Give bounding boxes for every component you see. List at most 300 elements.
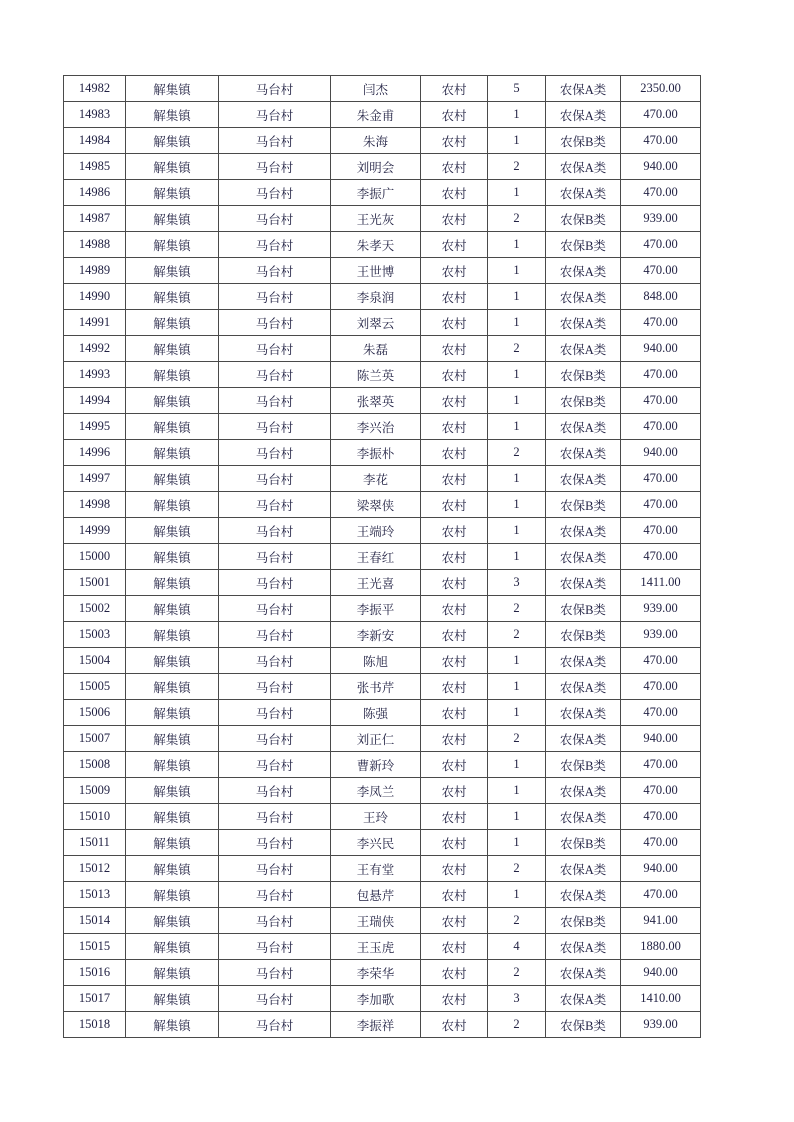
cell-type: 农村 xyxy=(421,700,488,726)
cell-town: 解集镇 xyxy=(126,648,219,674)
cell-name: 王端玲 xyxy=(331,518,421,544)
cell-name: 包悬芹 xyxy=(331,882,421,908)
cell-name: 陈旭 xyxy=(331,648,421,674)
cell-name: 李兴治 xyxy=(331,414,421,440)
cell-town: 解集镇 xyxy=(126,804,219,830)
cell-village: 马台村 xyxy=(219,1012,331,1038)
cell-amount: 470.00 xyxy=(621,180,701,206)
cell-town: 解集镇 xyxy=(126,986,219,1012)
cell-name: 刘正仁 xyxy=(331,726,421,752)
cell-type: 农村 xyxy=(421,310,488,336)
table-row xyxy=(64,778,701,804)
cell-amount: 940.00 xyxy=(621,440,701,466)
cell-type: 农村 xyxy=(421,128,488,154)
cell-category: 农保B类 xyxy=(546,206,621,232)
cell-type: 农村 xyxy=(421,752,488,778)
cell-name: 王光灰 xyxy=(331,206,421,232)
cell-id: 14984 xyxy=(64,128,126,154)
cell-count: 2 xyxy=(488,336,546,362)
cell-town: 解集镇 xyxy=(126,180,219,206)
cell-id: 14982 xyxy=(64,76,126,102)
cell-id: 14993 xyxy=(64,362,126,388)
table-row xyxy=(64,128,701,154)
cell-name: 李振广 xyxy=(331,180,421,206)
cell-village: 马台村 xyxy=(219,518,331,544)
cell-category: 农保A类 xyxy=(546,180,621,206)
cell-amount: 470.00 xyxy=(621,648,701,674)
cell-town: 解集镇 xyxy=(126,778,219,804)
cell-name: 陈兰英 xyxy=(331,362,421,388)
cell-id: 15004 xyxy=(64,648,126,674)
cell-category: 农保A类 xyxy=(546,544,621,570)
cell-village: 马台村 xyxy=(219,440,331,466)
cell-id: 15003 xyxy=(64,622,126,648)
table-row xyxy=(64,362,701,388)
cell-id: 15002 xyxy=(64,596,126,622)
cell-id: 15005 xyxy=(64,674,126,700)
cell-id: 14990 xyxy=(64,284,126,310)
cell-type: 农村 xyxy=(421,622,488,648)
cell-count: 2 xyxy=(488,596,546,622)
cell-town: 解集镇 xyxy=(126,310,219,336)
cell-category: 农保A类 xyxy=(546,258,621,284)
cell-id: 15001 xyxy=(64,570,126,596)
cell-name: 王玉虎 xyxy=(331,934,421,960)
cell-count: 3 xyxy=(488,986,546,1012)
cell-name: 梁翠侠 xyxy=(331,492,421,518)
cell-name: 王有堂 xyxy=(331,856,421,882)
cell-count: 1 xyxy=(488,258,546,284)
cell-id: 14998 xyxy=(64,492,126,518)
cell-amount: 470.00 xyxy=(621,518,701,544)
cell-village: 马台村 xyxy=(219,336,331,362)
cell-amount: 470.00 xyxy=(621,258,701,284)
cell-amount: 470.00 xyxy=(621,492,701,518)
cell-category: 农保A类 xyxy=(546,336,621,362)
cell-type: 农村 xyxy=(421,934,488,960)
cell-category: 农保A类 xyxy=(546,648,621,674)
table-row xyxy=(64,518,701,544)
cell-village: 马台村 xyxy=(219,778,331,804)
cell-town: 解集镇 xyxy=(126,154,219,180)
cell-town: 解集镇 xyxy=(126,492,219,518)
cell-count: 1 xyxy=(488,284,546,310)
cell-village: 马台村 xyxy=(219,284,331,310)
cell-town: 解集镇 xyxy=(126,388,219,414)
cell-id: 15012 xyxy=(64,856,126,882)
cell-town: 解集镇 xyxy=(126,622,219,648)
cell-count: 1 xyxy=(488,180,546,206)
cell-id: 14999 xyxy=(64,518,126,544)
cell-type: 农村 xyxy=(421,856,488,882)
cell-village: 马台村 xyxy=(219,882,331,908)
cell-town: 解集镇 xyxy=(126,856,219,882)
cell-village: 马台村 xyxy=(219,700,331,726)
cell-name: 陈强 xyxy=(331,700,421,726)
cell-town: 解集镇 xyxy=(126,466,219,492)
cell-count: 1 xyxy=(488,778,546,804)
cell-village: 马台村 xyxy=(219,544,331,570)
cell-village: 马台村 xyxy=(219,492,331,518)
cell-town: 解集镇 xyxy=(126,882,219,908)
cell-id: 15015 xyxy=(64,934,126,960)
cell-category: 农保A类 xyxy=(546,414,621,440)
cell-name: 王光喜 xyxy=(331,570,421,596)
cell-name: 朱海 xyxy=(331,128,421,154)
cell-category: 农保B类 xyxy=(546,830,621,856)
cell-type: 农村 xyxy=(421,76,488,102)
cell-type: 农村 xyxy=(421,466,488,492)
cell-town: 解集镇 xyxy=(126,570,219,596)
cell-type: 农村 xyxy=(421,102,488,128)
cell-id: 14992 xyxy=(64,336,126,362)
cell-name: 王瑞侠 xyxy=(331,908,421,934)
cell-town: 解集镇 xyxy=(126,232,219,258)
cell-town: 解集镇 xyxy=(126,700,219,726)
cell-count: 1 xyxy=(488,128,546,154)
cell-count: 2 xyxy=(488,856,546,882)
cell-id: 14997 xyxy=(64,466,126,492)
cell-amount: 470.00 xyxy=(621,544,701,570)
cell-type: 农村 xyxy=(421,492,488,518)
table-row xyxy=(64,102,701,128)
cell-amount: 470.00 xyxy=(621,362,701,388)
table-row xyxy=(64,752,701,778)
cell-id: 15007 xyxy=(64,726,126,752)
cell-id: 14996 xyxy=(64,440,126,466)
table-row xyxy=(64,882,701,908)
cell-count: 1 xyxy=(488,882,546,908)
cell-village: 马台村 xyxy=(219,622,331,648)
cell-amount: 470.00 xyxy=(621,102,701,128)
table-row xyxy=(64,1012,701,1038)
cell-count: 1 xyxy=(488,102,546,128)
cell-category: 农保A类 xyxy=(546,76,621,102)
cell-name: 刘明会 xyxy=(331,154,421,180)
cell-category: 农保A类 xyxy=(546,154,621,180)
cell-town: 解集镇 xyxy=(126,102,219,128)
cell-count: 2 xyxy=(488,206,546,232)
cell-category: 农保A类 xyxy=(546,674,621,700)
cell-amount: 470.00 xyxy=(621,830,701,856)
cell-amount: 940.00 xyxy=(621,960,701,986)
cell-town: 解集镇 xyxy=(126,76,219,102)
cell-id: 14994 xyxy=(64,388,126,414)
table-row xyxy=(64,986,701,1012)
cell-town: 解集镇 xyxy=(126,960,219,986)
cell-id: 15013 xyxy=(64,882,126,908)
cell-type: 农村 xyxy=(421,778,488,804)
cell-type: 农村 xyxy=(421,596,488,622)
cell-id: 15000 xyxy=(64,544,126,570)
cell-town: 解集镇 xyxy=(126,440,219,466)
cell-village: 马台村 xyxy=(219,258,331,284)
cell-category: 农保B类 xyxy=(546,492,621,518)
cell-village: 马台村 xyxy=(219,960,331,986)
cell-name: 李振朴 xyxy=(331,440,421,466)
cell-amount: 470.00 xyxy=(621,388,701,414)
cell-amount: 470.00 xyxy=(621,700,701,726)
cell-category: 农保A类 xyxy=(546,102,621,128)
cell-name: 李凤兰 xyxy=(331,778,421,804)
cell-id: 15014 xyxy=(64,908,126,934)
cell-village: 马台村 xyxy=(219,76,331,102)
cell-count: 2 xyxy=(488,154,546,180)
table-row xyxy=(64,544,701,570)
cell-amount: 1411.00 xyxy=(621,570,701,596)
cell-type: 农村 xyxy=(421,284,488,310)
cell-town: 解集镇 xyxy=(126,414,219,440)
cell-category: 农保B类 xyxy=(546,128,621,154)
cell-village: 马台村 xyxy=(219,232,331,258)
cell-town: 解集镇 xyxy=(126,726,219,752)
cell-id: 15010 xyxy=(64,804,126,830)
cell-count: 2 xyxy=(488,622,546,648)
table-row xyxy=(64,206,701,232)
cell-category: 农保B类 xyxy=(546,388,621,414)
cell-category: 农保B类 xyxy=(546,1012,621,1038)
table-row xyxy=(64,492,701,518)
cell-type: 农村 xyxy=(421,830,488,856)
cell-category: 农保B类 xyxy=(546,752,621,778)
cell-village: 马台村 xyxy=(219,752,331,778)
cell-category: 农保A类 xyxy=(546,700,621,726)
cell-id: 15009 xyxy=(64,778,126,804)
table-row xyxy=(64,648,701,674)
cell-type: 农村 xyxy=(421,440,488,466)
cell-amount: 848.00 xyxy=(621,284,701,310)
cell-type: 农村 xyxy=(421,570,488,596)
table-row xyxy=(64,934,701,960)
table-row xyxy=(64,310,701,336)
cell-count: 4 xyxy=(488,934,546,960)
cell-category: 农保B类 xyxy=(546,232,621,258)
cell-village: 马台村 xyxy=(219,830,331,856)
cell-name: 王春红 xyxy=(331,544,421,570)
cell-type: 农村 xyxy=(421,206,488,232)
cell-count: 1 xyxy=(488,700,546,726)
cell-id: 15017 xyxy=(64,986,126,1012)
cell-id: 15006 xyxy=(64,700,126,726)
cell-amount: 1410.00 xyxy=(621,986,701,1012)
cell-count: 1 xyxy=(488,232,546,258)
cell-amount: 2350.00 xyxy=(621,76,701,102)
cell-village: 马台村 xyxy=(219,934,331,960)
cell-town: 解集镇 xyxy=(126,258,219,284)
cell-amount: 470.00 xyxy=(621,752,701,778)
cell-category: 农保A类 xyxy=(546,518,621,544)
table-row xyxy=(64,856,701,882)
cell-type: 农村 xyxy=(421,804,488,830)
cell-town: 解集镇 xyxy=(126,908,219,934)
cell-category: 农保A类 xyxy=(546,726,621,752)
cell-town: 解集镇 xyxy=(126,752,219,778)
cell-town: 解集镇 xyxy=(126,1012,219,1038)
table-row xyxy=(64,154,701,180)
cell-name: 张翠英 xyxy=(331,388,421,414)
cell-category: 农保A类 xyxy=(546,882,621,908)
cell-village: 马台村 xyxy=(219,648,331,674)
cell-category: 农保A类 xyxy=(546,570,621,596)
cell-type: 农村 xyxy=(421,336,488,362)
cell-amount: 470.00 xyxy=(621,804,701,830)
cell-type: 农村 xyxy=(421,648,488,674)
cell-amount: 470.00 xyxy=(621,466,701,492)
table-row xyxy=(64,76,701,102)
cell-village: 马台村 xyxy=(219,570,331,596)
cell-village: 马台村 xyxy=(219,908,331,934)
cell-id: 14989 xyxy=(64,258,126,284)
cell-type: 农村 xyxy=(421,726,488,752)
table-row xyxy=(64,830,701,856)
cell-count: 1 xyxy=(488,414,546,440)
cell-village: 马台村 xyxy=(219,180,331,206)
cell-id: 14995 xyxy=(64,414,126,440)
cell-id: 14986 xyxy=(64,180,126,206)
cell-village: 马台村 xyxy=(219,128,331,154)
cell-count: 1 xyxy=(488,492,546,518)
cell-count: 1 xyxy=(488,648,546,674)
cell-count: 2 xyxy=(488,908,546,934)
cell-count: 1 xyxy=(488,830,546,856)
cell-category: 农保A类 xyxy=(546,466,621,492)
records-table xyxy=(63,75,701,1038)
cell-amount: 940.00 xyxy=(621,856,701,882)
cell-name: 张书芹 xyxy=(331,674,421,700)
cell-town: 解集镇 xyxy=(126,830,219,856)
cell-village: 马台村 xyxy=(219,466,331,492)
cell-type: 农村 xyxy=(421,986,488,1012)
table-row xyxy=(64,258,701,284)
cell-id: 15016 xyxy=(64,960,126,986)
cell-village: 马台村 xyxy=(219,154,331,180)
cell-amount: 939.00 xyxy=(621,1012,701,1038)
cell-count: 1 xyxy=(488,362,546,388)
cell-amount: 939.00 xyxy=(621,596,701,622)
cell-town: 解集镇 xyxy=(126,674,219,700)
cell-village: 马台村 xyxy=(219,986,331,1012)
cell-village: 马台村 xyxy=(219,726,331,752)
cell-village: 马台村 xyxy=(219,206,331,232)
cell-type: 农村 xyxy=(421,232,488,258)
cell-category: 农保A类 xyxy=(546,310,621,336)
cell-category: 农保A类 xyxy=(546,440,621,466)
cell-id: 14987 xyxy=(64,206,126,232)
cell-name: 李花 xyxy=(331,466,421,492)
table-row xyxy=(64,232,701,258)
records-table-body xyxy=(64,76,701,1038)
cell-name: 闫杰 xyxy=(331,76,421,102)
cell-id: 15008 xyxy=(64,752,126,778)
cell-town: 解集镇 xyxy=(126,518,219,544)
cell-town: 解集镇 xyxy=(126,362,219,388)
cell-town: 解集镇 xyxy=(126,284,219,310)
table-row xyxy=(64,466,701,492)
cell-amount: 941.00 xyxy=(621,908,701,934)
cell-name: 李加歌 xyxy=(331,986,421,1012)
cell-id: 14988 xyxy=(64,232,126,258)
cell-count: 1 xyxy=(488,388,546,414)
cell-name: 刘翠云 xyxy=(331,310,421,336)
cell-village: 马台村 xyxy=(219,310,331,336)
cell-count: 2 xyxy=(488,1012,546,1038)
cell-count: 2 xyxy=(488,440,546,466)
table-row xyxy=(64,388,701,414)
cell-amount: 470.00 xyxy=(621,310,701,336)
cell-amount: 470.00 xyxy=(621,778,701,804)
table-row xyxy=(64,700,701,726)
cell-count: 1 xyxy=(488,804,546,830)
cell-name: 李新安 xyxy=(331,622,421,648)
cell-town: 解集镇 xyxy=(126,934,219,960)
cell-count: 1 xyxy=(488,544,546,570)
cell-count: 1 xyxy=(488,674,546,700)
cell-name: 朱磊 xyxy=(331,336,421,362)
cell-category: 农保A类 xyxy=(546,284,621,310)
cell-amount: 939.00 xyxy=(621,622,701,648)
cell-amount: 470.00 xyxy=(621,232,701,258)
cell-amount: 940.00 xyxy=(621,726,701,752)
cell-village: 马台村 xyxy=(219,102,331,128)
cell-name: 李兴民 xyxy=(331,830,421,856)
cell-amount: 1880.00 xyxy=(621,934,701,960)
table-row xyxy=(64,440,701,466)
table-row xyxy=(64,570,701,596)
cell-name: 朱金甫 xyxy=(331,102,421,128)
cell-name: 李荣华 xyxy=(331,960,421,986)
cell-amount: 940.00 xyxy=(621,154,701,180)
cell-count: 1 xyxy=(488,752,546,778)
cell-type: 农村 xyxy=(421,960,488,986)
cell-category: 农保A类 xyxy=(546,856,621,882)
cell-amount: 940.00 xyxy=(621,336,701,362)
cell-type: 农村 xyxy=(421,154,488,180)
cell-type: 农村 xyxy=(421,1012,488,1038)
cell-type: 农村 xyxy=(421,180,488,206)
cell-id: 15011 xyxy=(64,830,126,856)
table-row xyxy=(64,284,701,310)
cell-count: 2 xyxy=(488,726,546,752)
cell-type: 农村 xyxy=(421,414,488,440)
table-row xyxy=(64,336,701,362)
cell-amount: 470.00 xyxy=(621,414,701,440)
cell-category: 农保A类 xyxy=(546,960,621,986)
cell-type: 农村 xyxy=(421,362,488,388)
cell-count: 1 xyxy=(488,310,546,336)
cell-category: 农保A类 xyxy=(546,804,621,830)
cell-village: 马台村 xyxy=(219,856,331,882)
cell-amount: 470.00 xyxy=(621,128,701,154)
cell-type: 农村 xyxy=(421,674,488,700)
table-row xyxy=(64,960,701,986)
cell-type: 农村 xyxy=(421,388,488,414)
cell-name: 朱孝天 xyxy=(331,232,421,258)
cell-category: 农保A类 xyxy=(546,778,621,804)
table-row xyxy=(64,622,701,648)
cell-category: 农保A类 xyxy=(546,934,621,960)
cell-village: 马台村 xyxy=(219,596,331,622)
cell-town: 解集镇 xyxy=(126,336,219,362)
cell-id: 14983 xyxy=(64,102,126,128)
cell-count: 3 xyxy=(488,570,546,596)
cell-town: 解集镇 xyxy=(126,206,219,232)
cell-type: 农村 xyxy=(421,544,488,570)
cell-type: 农村 xyxy=(421,518,488,544)
cell-category: 农保B类 xyxy=(546,908,621,934)
cell-amount: 470.00 xyxy=(621,882,701,908)
cell-count: 2 xyxy=(488,960,546,986)
cell-id: 15018 xyxy=(64,1012,126,1038)
